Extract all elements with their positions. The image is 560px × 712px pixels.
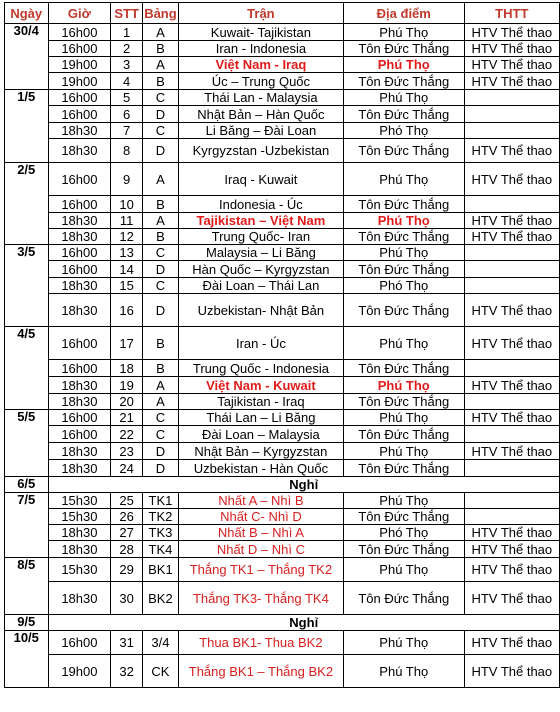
match-group: D: [143, 106, 179, 123]
match-number: 24: [111, 460, 143, 477]
match-group: D: [143, 294, 179, 327]
match-number: 2: [111, 41, 143, 57]
day-date: 9/5: [5, 615, 49, 631]
match-name: Malaysia – Li Băng: [178, 245, 343, 261]
match-number: 14: [111, 261, 143, 278]
day-date: 6/5: [5, 477, 49, 493]
header-number: STT: [111, 3, 143, 24]
match-broadcast: [464, 426, 559, 443]
match-name: Kyrgyzstan -Uzbekistan: [178, 139, 343, 163]
match-number: 31: [111, 631, 143, 655]
match-venue: Phú Thọ: [343, 327, 464, 360]
match-broadcast: HTV Thể thao: [464, 558, 559, 582]
table-row: [5, 196, 560, 213]
match-name: Thắng BK1 – Thắng BK2: [178, 655, 343, 688]
match-group: A: [143, 377, 179, 394]
match-time: 15h30: [48, 558, 111, 582]
match-group: B: [143, 73, 179, 90]
match-broadcast: HTV Thể thao: [464, 213, 559, 229]
match-number: 17: [111, 327, 143, 360]
match-number: 3: [111, 57, 143, 73]
match-group: TK2: [143, 509, 179, 525]
match-venue: Phú Thọ: [343, 24, 464, 41]
match-broadcast: [464, 90, 559, 106]
header-broadcast: THTT: [464, 3, 559, 24]
match-venue: Phú Thọ: [343, 493, 464, 509]
match-name: Đài Loan – Thái Lan: [178, 278, 343, 294]
match-name: Nhất A – Nhì B: [178, 493, 343, 509]
rest-day-label: Nghỉ: [48, 615, 560, 631]
match-time: 18h30: [48, 443, 111, 460]
match-venue: Phú Thọ: [343, 655, 464, 688]
match-broadcast: [464, 360, 559, 377]
match-number: 13: [111, 245, 143, 261]
table-row: [5, 106, 560, 123]
match-time: 18h30: [48, 525, 111, 541]
match-name: Iran - Indonesia: [178, 41, 343, 57]
match-time: 16h00: [48, 410, 111, 426]
match-broadcast: [464, 493, 559, 509]
schedule-body: [5, 24, 560, 688]
table-row: [5, 410, 560, 426]
match-venue: Phú Thọ: [343, 90, 464, 106]
match-group: A: [143, 213, 179, 229]
table-row: [5, 245, 560, 261]
match-group: D: [143, 443, 179, 460]
match-broadcast: HTV Thể thao: [464, 655, 559, 688]
match-venue: Phó Thọ: [343, 278, 464, 294]
match-number: 21: [111, 410, 143, 426]
schedule-table: [4, 2, 560, 688]
match-name: Li Băng – Đài Loan: [178, 123, 343, 139]
match-venue: Tôn Đức Thắng: [343, 229, 464, 245]
match-group: D: [143, 261, 179, 278]
match-venue: Tôn Đức Thắng: [343, 509, 464, 525]
table-row: [5, 327, 560, 360]
match-number: 7: [111, 123, 143, 139]
match-time: 18h30: [48, 460, 111, 477]
day-date: 2/5: [5, 163, 49, 245]
match-time: 18h30: [48, 377, 111, 394]
day-date: 8/5: [5, 558, 49, 615]
match-name: Kuwait- Tajikistan: [178, 24, 343, 41]
match-group: C: [143, 123, 179, 139]
match-name: Trung Quốc- Iran: [178, 229, 343, 245]
match-time: 19h00: [48, 73, 111, 90]
match-venue: Tôn Đức Thắng: [343, 294, 464, 327]
match-number: 26: [111, 509, 143, 525]
match-time: 18h30: [48, 229, 111, 245]
match-time: 16h00: [48, 631, 111, 655]
table-row: [5, 213, 560, 229]
match-name: Indonesia - Úc: [178, 196, 343, 213]
table-row: [5, 443, 560, 460]
match-group: A: [143, 163, 179, 196]
match-broadcast: HTV Thể thao: [464, 582, 559, 615]
match-venue: Tôn Đức Thắng: [343, 426, 464, 443]
match-time: 18h30: [48, 278, 111, 294]
match-time: 18h30: [48, 394, 111, 410]
match-venue: Phú Thọ: [343, 163, 464, 196]
table-row: [5, 41, 560, 57]
header-row: [5, 3, 560, 24]
header-venue: Địa điểm: [343, 3, 464, 24]
match-broadcast: HTV Thể thao: [464, 525, 559, 541]
table-row: [5, 123, 560, 139]
match-time: 16h00: [48, 106, 111, 123]
match-number: 11: [111, 213, 143, 229]
match-group: C: [143, 426, 179, 443]
table-row: [5, 377, 560, 394]
match-number: 4: [111, 73, 143, 90]
match-number: 25: [111, 493, 143, 509]
match-name: Nhất D – Nhì C: [178, 541, 343, 558]
match-broadcast: HTV Thể thao: [464, 163, 559, 196]
match-name: Nhất C- Nhì D: [178, 509, 343, 525]
table-row: [5, 509, 560, 525]
match-venue: Tôn Đức Thắng: [343, 394, 464, 410]
match-number: 15: [111, 278, 143, 294]
match-venue: Phú Thọ: [343, 410, 464, 426]
match-number: 29: [111, 558, 143, 582]
match-broadcast: HTV Thể thao: [464, 443, 559, 460]
match-group: D: [143, 139, 179, 163]
match-broadcast: [464, 278, 559, 294]
day-date: 7/5: [5, 493, 49, 558]
header-date: Ngày: [5, 3, 49, 24]
match-time: 19h00: [48, 655, 111, 688]
match-venue: Phú Thọ: [343, 377, 464, 394]
match-name: Thắng TK3- Thắng TK4: [178, 582, 343, 615]
table-row: [5, 631, 560, 655]
rest-day-row: [5, 615, 560, 631]
match-time: 15h30: [48, 509, 111, 525]
table-row: [5, 558, 560, 582]
match-broadcast: HTV Thể thao: [464, 377, 559, 394]
match-venue: Tôn Đức Thắng: [343, 360, 464, 377]
match-venue: Tôn Đức Thắng: [343, 73, 464, 90]
match-time: 16h00: [48, 360, 111, 377]
table-row: [5, 460, 560, 477]
match-name: Việt Nam - Kuwait: [178, 377, 343, 394]
match-number: 5: [111, 90, 143, 106]
match-name: Đài Loan – Malaysia: [178, 426, 343, 443]
match-broadcast: [464, 196, 559, 213]
match-name: Trung Quốc - Indonesia: [178, 360, 343, 377]
match-broadcast: HTV Thể thao: [464, 327, 559, 360]
table-row: [5, 278, 560, 294]
match-name: Úc – Trung Quốc: [178, 73, 343, 90]
match-group: B: [143, 360, 179, 377]
day-date: 1/5: [5, 90, 49, 163]
match-venue: Tôn Đức Thắng: [343, 41, 464, 57]
match-time: 18h30: [48, 294, 111, 327]
match-number: 30: [111, 582, 143, 615]
match-name: Iraq - Kuwait: [178, 163, 343, 196]
match-broadcast: HTV Thể thao: [464, 24, 559, 41]
day-date: 4/5: [5, 327, 49, 410]
match-venue: Phú Thọ: [343, 631, 464, 655]
match-group: TK4: [143, 541, 179, 558]
match-number: 23: [111, 443, 143, 460]
match-name: Uzbekistan- Nhật Bản: [178, 294, 343, 327]
table-row: [5, 294, 560, 327]
match-broadcast: HTV Thể thao: [464, 541, 559, 558]
day-date: 30/4: [5, 24, 49, 90]
match-venue: Tôn Đức Thắng: [343, 196, 464, 213]
match-broadcast: HTV Thể thao: [464, 410, 559, 426]
table-row: [5, 90, 560, 106]
match-broadcast: [464, 245, 559, 261]
table-row: [5, 163, 560, 196]
match-time: 16h00: [48, 261, 111, 278]
table-row: [5, 229, 560, 245]
header-time: Giờ: [48, 3, 111, 24]
match-number: 32: [111, 655, 143, 688]
match-venue: Phú Thọ: [343, 558, 464, 582]
match-broadcast: HTV Thể thao: [464, 294, 559, 327]
match-number: 1: [111, 24, 143, 41]
match-venue: Phó Thọ: [343, 525, 464, 541]
table-row: [5, 582, 560, 615]
table-row: [5, 24, 560, 41]
match-time: 16h00: [48, 426, 111, 443]
table-row: [5, 394, 560, 410]
match-broadcast: HTV Thể thao: [464, 41, 559, 57]
match-broadcast: HTV Thể thao: [464, 229, 559, 245]
match-number: 10: [111, 196, 143, 213]
match-broadcast: HTV Thể thao: [464, 139, 559, 163]
match-number: 16: [111, 294, 143, 327]
match-group: A: [143, 24, 179, 41]
match-number: 6: [111, 106, 143, 123]
match-number: 8: [111, 139, 143, 163]
table-row: [5, 525, 560, 541]
match-time: 16h00: [48, 90, 111, 106]
table-row: [5, 655, 560, 688]
day-date: 3/5: [5, 245, 49, 327]
table-row: [5, 261, 560, 278]
match-number: 22: [111, 426, 143, 443]
match-group: 3/4: [143, 631, 179, 655]
match-time: 16h00: [48, 24, 111, 41]
match-number: 19: [111, 377, 143, 394]
rest-day-row: [5, 477, 560, 493]
match-venue: Phú Thọ: [343, 245, 464, 261]
match-name: Thái Lan – Li Băng: [178, 410, 343, 426]
match-venue: Tôn Đức Thắng: [343, 582, 464, 615]
match-time: 16h00: [48, 196, 111, 213]
match-venue: Tôn Đức Thắng: [343, 541, 464, 558]
table-row: [5, 493, 560, 509]
match-time: 18h30: [48, 123, 111, 139]
match-number: 28: [111, 541, 143, 558]
table-row: [5, 360, 560, 377]
match-venue: Phú Thọ: [343, 443, 464, 460]
match-name: Nhất B – Nhì A: [178, 525, 343, 541]
match-venue: Tôn Đức Thắng: [343, 106, 464, 123]
match-broadcast: HTV Thể thao: [464, 73, 559, 90]
match-group: B: [143, 327, 179, 360]
match-group: C: [143, 90, 179, 106]
match-broadcast: [464, 123, 559, 139]
match-group: BK1: [143, 558, 179, 582]
match-time: 19h00: [48, 57, 111, 73]
match-time: 18h30: [48, 213, 111, 229]
table-row: [5, 426, 560, 443]
match-name: Uzbekistan - Hàn Quốc: [178, 460, 343, 477]
match-time: 16h00: [48, 327, 111, 360]
match-venue: Phú Thọ: [343, 57, 464, 73]
match-broadcast: [464, 509, 559, 525]
match-group: B: [143, 229, 179, 245]
match-number: 12: [111, 229, 143, 245]
match-group: CK: [143, 655, 179, 688]
match-name: Iran - Úc: [178, 327, 343, 360]
match-group: A: [143, 57, 179, 73]
match-venue: Phó Thọ: [343, 123, 464, 139]
match-time: 18h30: [48, 582, 111, 615]
match-broadcast: [464, 261, 559, 278]
match-name: Việt Nam - Iraq: [178, 57, 343, 73]
match-broadcast: HTV Thể thao: [464, 631, 559, 655]
match-time: 15h30: [48, 493, 111, 509]
match-venue: Tôn Đức Thắng: [343, 460, 464, 477]
table-row: [5, 57, 560, 73]
match-time: 18h30: [48, 139, 111, 163]
match-name: Nhật Bản – Kyrgyzstan: [178, 443, 343, 460]
match-name: Hàn Quốc – Kyrgyzstan: [178, 261, 343, 278]
match-group: TK1: [143, 493, 179, 509]
match-broadcast: [464, 394, 559, 410]
match-group: B: [143, 41, 179, 57]
match-number: 27: [111, 525, 143, 541]
match-time: 16h00: [48, 163, 111, 196]
day-date: 10/5: [5, 631, 49, 688]
match-group: D: [143, 460, 179, 477]
match-broadcast: HTV Thể thao: [464, 57, 559, 73]
match-time: 16h00: [48, 41, 111, 57]
match-broadcast: [464, 460, 559, 477]
match-group: C: [143, 278, 179, 294]
table-row: [5, 541, 560, 558]
header-group: Bảng: [143, 3, 179, 24]
match-time: 18h30: [48, 541, 111, 558]
match-name: Thua BK1- Thua BK2: [178, 631, 343, 655]
match-name: Tajikistan – Việt Nam: [178, 213, 343, 229]
match-broadcast: [464, 106, 559, 123]
match-number: 9: [111, 163, 143, 196]
match-name: Thắng TK1 – Thắng TK2: [178, 558, 343, 582]
match-number: 20: [111, 394, 143, 410]
match-group: C: [143, 245, 179, 261]
match-group: BK2: [143, 582, 179, 615]
match-group: B: [143, 196, 179, 213]
match-group: A: [143, 394, 179, 410]
table-row: [5, 139, 560, 163]
match-number: 18: [111, 360, 143, 377]
match-venue: Tôn Đức Thắng: [343, 261, 464, 278]
match-time: 16h00: [48, 245, 111, 261]
match-group: TK3: [143, 525, 179, 541]
match-venue: Tôn Đức Thắng: [343, 139, 464, 163]
header-match: Trận: [178, 3, 343, 24]
match-name: Tajikistan - Iraq: [178, 394, 343, 410]
match-name: Thái Lan - Malaysia: [178, 90, 343, 106]
match-venue: Phú Thọ: [343, 213, 464, 229]
day-date: 5/5: [5, 410, 49, 477]
match-group: C: [143, 410, 179, 426]
match-name: Nhật Bản – Hàn Quốc: [178, 106, 343, 123]
table-row: [5, 73, 560, 90]
rest-day-label: Nghỉ: [48, 477, 560, 493]
